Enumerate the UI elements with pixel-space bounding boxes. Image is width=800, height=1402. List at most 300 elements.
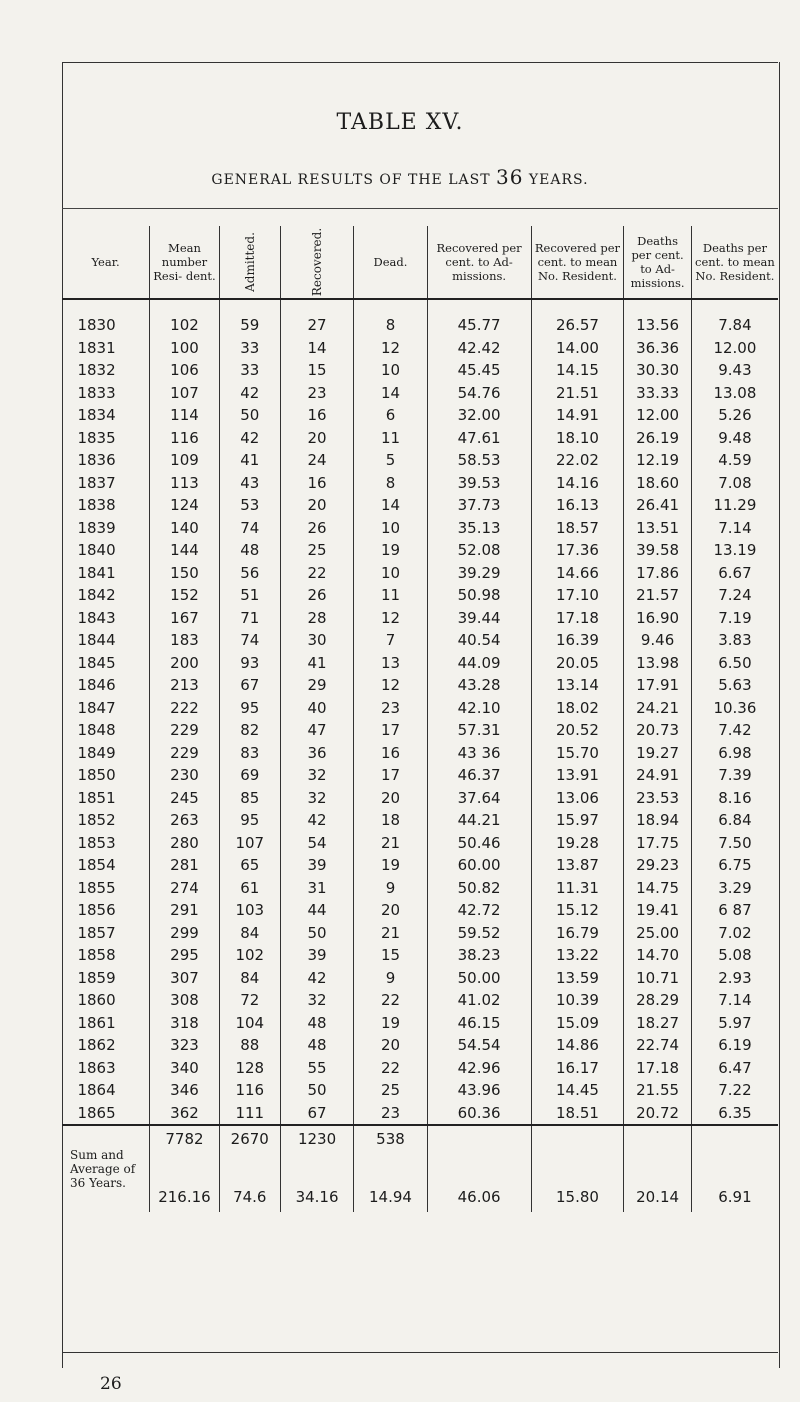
cell-rec-pct-adm: 44.09 — [427, 652, 531, 675]
cell-year: 1836 — [62, 449, 150, 472]
cell-deaths-pct-adm: 22.74 — [624, 1034, 692, 1057]
table-row — [62, 989, 778, 1012]
title-rule — [62, 208, 778, 209]
cell-admitted: 71 — [219, 607, 280, 630]
cell-rec-pct-adm: 50.00 — [427, 967, 531, 990]
cell-dead: 23 — [354, 697, 427, 720]
table-row — [62, 517, 778, 540]
cell-deaths-pct-res: 3.29 — [718, 878, 752, 897]
table-row — [62, 494, 778, 517]
avg-deaths-pct-res: 6.91 — [718, 1188, 752, 1206]
cell-rec-pct-res: 14.86 — [531, 1034, 624, 1057]
cell-deaths-pct-res: 13.08 — [713, 383, 757, 402]
cell-rec-pct-adm: 45.45 — [427, 359, 531, 382]
cell-mean-resident: 291 — [150, 899, 220, 922]
spacer-row — [62, 299, 778, 314]
cell-rec-pct-res: 13.59 — [531, 967, 624, 990]
cell-rec-pct-res: 18.51 — [531, 1102, 624, 1126]
cell-deaths-pct-adm: 17.18 — [624, 1057, 692, 1080]
cell-mean-resident: 100 — [150, 337, 220, 360]
table-row — [62, 427, 778, 450]
cell-deaths-pct-adm: 13.51 — [624, 517, 692, 540]
cell-mean-resident: 144 — [150, 539, 220, 562]
cell-year: 1850 — [62, 764, 150, 787]
cell-rec-pct-res: 20.05 — [531, 652, 624, 675]
cell-mean-resident: 230 — [150, 764, 220, 787]
cell-rec-pct-adm: 35.13 — [427, 517, 531, 540]
cell-deaths-pct-res: 10.36 — [713, 698, 757, 717]
subtitle-prefix: GENERAL RESULTS OF THE LAST — [211, 172, 491, 188]
cell-admitted: 116 — [219, 1079, 280, 1102]
cell-year: 1838 — [62, 494, 150, 517]
cell-year: 1837 — [62, 472, 150, 495]
cell-rec-pct-adm: 45.77 — [427, 314, 531, 337]
cell-rec-pct-adm: 54.54 — [427, 1034, 531, 1057]
table-row — [62, 1102, 778, 1126]
cell-admitted: 33 — [219, 359, 280, 382]
cell-deaths-pct-adm: 17.86 — [624, 562, 692, 585]
cell-dead: 10 — [354, 517, 427, 540]
cell-dead: 21 — [354, 832, 427, 855]
header-deaths-pct-resident: Deaths per cent. to mean No. Resident. — [691, 226, 778, 299]
cell-recovered: 47 — [280, 719, 354, 742]
cell-year: 1846 — [62, 674, 150, 697]
cell-recovered: 22 — [280, 562, 354, 585]
cell-deaths-pct-res: 6.50 — [718, 653, 752, 672]
cell-deaths-pct-adm: 23.53 — [624, 787, 692, 810]
table-row — [62, 584, 778, 607]
avg-dead: 14.94 — [354, 1170, 427, 1212]
cell-dead: 10 — [354, 562, 427, 585]
cell-rec-pct-adm: 50.98 — [427, 584, 531, 607]
cell-dead: 7 — [354, 629, 427, 652]
cell-mean-resident: 109 — [150, 449, 220, 472]
cell-deaths-pct-adm: 19.41 — [624, 899, 692, 922]
cell-mean-resident: 245 — [150, 787, 220, 810]
cell-rec-pct-res: 14.91 — [531, 404, 624, 427]
table-row — [62, 472, 778, 495]
cell-admitted: 111 — [219, 1102, 280, 1126]
cell-dead: 20 — [354, 787, 427, 810]
cell-deaths-pct-adm: 13.56 — [624, 314, 692, 337]
summary-label: Sum and Average of 36 Years. — [62, 1125, 150, 1212]
cell-deaths-pct-res: 11.29 — [713, 496, 757, 515]
cell-admitted: 83 — [219, 742, 280, 765]
cell-mean-resident: 152 — [150, 584, 220, 607]
cell-rec-pct-res: 14.15 — [531, 359, 624, 382]
avg-rec-pct-res: 15.80 — [531, 1170, 624, 1212]
cell-admitted: 82 — [219, 719, 280, 742]
cell-year: 1840 — [62, 539, 150, 562]
cell-dead: 23 — [354, 1102, 427, 1126]
cell-admitted: 69 — [219, 764, 280, 787]
cell-deaths-pct-adm: 39.58 — [624, 539, 692, 562]
cell-recovered: 39 — [280, 944, 354, 967]
avg-deaths-pct-adm: 20.14 — [624, 1170, 692, 1212]
cell-admitted: 104 — [219, 1012, 280, 1035]
table-row — [62, 742, 778, 765]
cell-dead: 17 — [354, 719, 427, 742]
cell-rec-pct-res: 26.57 — [531, 314, 624, 337]
cell-year: 1830 — [62, 314, 150, 337]
cell-rec-pct-res: 19.28 — [531, 832, 624, 855]
cell-deaths-pct-res: 6.98 — [718, 743, 752, 762]
cell-deaths-pct-adm: 19.27 — [624, 742, 692, 765]
cell-rec-pct-adm: 43 36 — [427, 742, 531, 765]
cell-recovered: 42 — [280, 967, 354, 990]
header-recovered: Recovered. — [280, 226, 354, 299]
cell-rec-pct-adm: 42.72 — [427, 899, 531, 922]
cell-deaths-pct-adm: 17.91 — [624, 674, 692, 697]
header-admitted: Admitted. — [219, 226, 280, 299]
cell-rec-pct-res: 13.14 — [531, 674, 624, 697]
cell-deaths-pct-res: 6.47 — [718, 1058, 752, 1077]
cell-rec-pct-res: 18.10 — [531, 427, 624, 450]
cell-mean-resident: 150 — [150, 562, 220, 585]
cell-year: 1860 — [62, 989, 150, 1012]
cell-deaths-pct-adm: 33.33 — [624, 382, 692, 405]
cell-year: 1865 — [62, 1102, 150, 1126]
cell-recovered: 31 — [280, 877, 354, 900]
cell-rec-pct-adm: 50.46 — [427, 832, 531, 855]
cell-deaths-pct-res: 9.48 — [718, 428, 752, 447]
cell-rec-pct-adm: 57.31 — [427, 719, 531, 742]
table-row — [62, 944, 778, 967]
cell-rec-pct-res: 13.06 — [531, 787, 624, 810]
cell-dead: 22 — [354, 989, 427, 1012]
cell-rec-pct-res: 20.52 — [531, 719, 624, 742]
cell-rec-pct-res: 15.97 — [531, 809, 624, 832]
table-row — [62, 1012, 778, 1035]
cell-deaths-pct-res: 9.43 — [718, 361, 752, 380]
cell-deaths-pct-adm: 25.00 — [624, 922, 692, 945]
table-row — [62, 809, 778, 832]
table-row — [62, 877, 778, 900]
cell-dead: 20 — [354, 1034, 427, 1057]
subtitle-suffix: YEARS. — [528, 172, 589, 188]
table-row — [62, 404, 778, 427]
cell-year: 1839 — [62, 517, 150, 540]
header-mean-resident: Mean number Resi- dent. — [150, 226, 220, 299]
cell-deaths-pct-res: 7.50 — [718, 833, 752, 852]
cell-deaths-pct-adm: 26.41 — [624, 494, 692, 517]
cell-year: 1863 — [62, 1057, 150, 1080]
cell-admitted: 42 — [219, 427, 280, 450]
cell-admitted: 102 — [219, 944, 280, 967]
cell-admitted: 74 — [219, 629, 280, 652]
cell-mean-resident: 140 — [150, 517, 220, 540]
cell-deaths-pct-res: 7.14 — [718, 991, 752, 1010]
cell-admitted: 85 — [219, 787, 280, 810]
cell-admitted: 61 — [219, 877, 280, 900]
sum-row — [62, 1125, 778, 1170]
cell-dead: 15 — [354, 944, 427, 967]
cell-mean-resident: 263 — [150, 809, 220, 832]
cell-deaths-pct-res: 7.08 — [718, 473, 752, 492]
cell-deaths-pct-res: 13.19 — [713, 541, 757, 560]
cell-year: 1857 — [62, 922, 150, 945]
cell-dead: 12 — [354, 337, 427, 360]
cell-deaths-pct-adm: 26.19 — [624, 427, 692, 450]
cell-admitted: 43 — [219, 472, 280, 495]
cell-rec-pct-res: 16.79 — [531, 922, 624, 945]
table-subtitle — [0, 165, 800, 189]
cell-rec-pct-adm: 50.82 — [427, 877, 531, 900]
cell-dead: 5 — [354, 449, 427, 472]
cell-rec-pct-res: 14.16 — [531, 472, 624, 495]
cell-rec-pct-adm: 43.28 — [427, 674, 531, 697]
cell-mean-resident: 274 — [150, 877, 220, 900]
cell-recovered: 40 — [280, 697, 354, 720]
cell-rec-pct-adm: 32.00 — [427, 404, 531, 427]
subtitle-number: 36 — [496, 165, 524, 189]
cell-mean-resident: 346 — [150, 1079, 220, 1102]
cell-dead: 21 — [354, 922, 427, 945]
cell-dead: 6 — [354, 404, 427, 427]
cell-recovered: 26 — [280, 584, 354, 607]
cell-recovered: 28 — [280, 607, 354, 630]
cell-dead: 8 — [354, 314, 427, 337]
cell-rec-pct-res: 10.39 — [531, 989, 624, 1012]
cell-deaths-pct-adm: 9.46 — [624, 629, 692, 652]
cell-rec-pct-res: 13.22 — [531, 944, 624, 967]
cell-deaths-pct-adm: 14.75 — [624, 877, 692, 900]
cell-deaths-pct-res: 4.59 — [718, 451, 752, 470]
cell-deaths-pct-res: 8.16 — [718, 788, 752, 807]
cell-rec-pct-adm: 44.21 — [427, 809, 531, 832]
cell-recovered: 27 — [280, 314, 354, 337]
cell-recovered: 32 — [280, 989, 354, 1012]
table-row — [62, 899, 778, 922]
header-recovered-pct-resident: Recovered per cent. to mean No. Resident. — [531, 226, 624, 299]
cell-recovered: 50 — [280, 1079, 354, 1102]
cell-recovered: 20 — [280, 494, 354, 517]
cell-rec-pct-adm: 46.15 — [427, 1012, 531, 1035]
cell-mean-resident: 340 — [150, 1057, 220, 1080]
cell-dead: 25 — [354, 1079, 427, 1102]
cell-rec-pct-adm: 52.08 — [427, 539, 531, 562]
table-row — [62, 697, 778, 720]
cell-mean-resident: 308 — [150, 989, 220, 1012]
cell-deaths-pct-adm: 16.90 — [624, 607, 692, 630]
table-row — [62, 359, 778, 382]
sum-mean: 7782 — [150, 1125, 220, 1170]
cell-rec-pct-res: 18.57 — [531, 517, 624, 540]
cell-deaths-pct-adm: 18.94 — [624, 809, 692, 832]
cell-admitted: 88 — [219, 1034, 280, 1057]
cell-mean-resident: 318 — [150, 1012, 220, 1035]
cell-rec-pct-adm: 59.52 — [427, 922, 531, 945]
cell-deaths-pct-res: 6.84 — [718, 811, 752, 830]
cell-rec-pct-res: 11.31 — [531, 877, 624, 900]
cell-recovered: 15 — [280, 359, 354, 382]
cell-recovered: 50 — [280, 922, 354, 945]
cell-dead: 12 — [354, 674, 427, 697]
cell-rec-pct-adm: 60.00 — [427, 854, 531, 877]
cell-deaths-pct-adm: 24.21 — [624, 697, 692, 720]
cell-year: 1855 — [62, 877, 150, 900]
cell-recovered: 24 — [280, 449, 354, 472]
cell-mean-resident: 167 — [150, 607, 220, 630]
cell-mean-resident: 280 — [150, 832, 220, 855]
table-row — [62, 314, 778, 337]
cell-rec-pct-res: 14.00 — [531, 337, 624, 360]
cell-year: 1856 — [62, 899, 150, 922]
cell-deaths-pct-adm: 30.30 — [624, 359, 692, 382]
cell-dead: 14 — [354, 382, 427, 405]
summary-body — [62, 1125, 778, 1212]
cell-dead: 17 — [354, 764, 427, 787]
table-row — [62, 337, 778, 360]
cell-deaths-pct-res: 5.63 — [718, 676, 752, 695]
cell-recovered: 25 — [280, 539, 354, 562]
sum-admitted: 2670 — [219, 1125, 280, 1170]
cell-recovered: 23 — [280, 382, 354, 405]
cell-year: 1845 — [62, 652, 150, 675]
cell-deaths-pct-adm: 18.27 — [624, 1012, 692, 1035]
cell-rec-pct-res: 18.02 — [531, 697, 624, 720]
cell-recovered: 14 — [280, 337, 354, 360]
cell-deaths-pct-res: 5.97 — [718, 1013, 752, 1032]
cell-mean-resident: 113 — [150, 472, 220, 495]
cell-rec-pct-res: 22.02 — [531, 449, 624, 472]
average-row — [62, 1170, 778, 1212]
cell-mean-resident: 183 — [150, 629, 220, 652]
cell-year: 1848 — [62, 719, 150, 742]
cell-admitted: 59 — [219, 314, 280, 337]
table-row — [62, 607, 778, 630]
cell-admitted: 72 — [219, 989, 280, 1012]
cell-admitted: 84 — [219, 967, 280, 990]
cell-rec-pct-res: 15.70 — [531, 742, 624, 765]
cell-admitted: 51 — [219, 584, 280, 607]
cell-deaths-pct-res: 5.08 — [718, 946, 752, 965]
cell-deaths-pct-adm: 20.73 — [624, 719, 692, 742]
cell-deaths-pct-adm: 36.36 — [624, 337, 692, 360]
cell-year: 1831 — [62, 337, 150, 360]
frame-top-rule — [62, 62, 778, 63]
cell-rec-pct-adm: 58.53 — [427, 449, 531, 472]
cell-dead: 18 — [354, 809, 427, 832]
avg-admitted: 74.6 — [219, 1170, 280, 1212]
cell-deaths-pct-adm: 14.70 — [624, 944, 692, 967]
cell-year: 1847 — [62, 697, 150, 720]
cell-rec-pct-res: 13.87 — [531, 854, 624, 877]
cell-rec-pct-adm: 38.23 — [427, 944, 531, 967]
table-row — [62, 1057, 778, 1080]
cell-deaths-pct-adm: 21.57 — [624, 584, 692, 607]
header-row — [62, 226, 778, 299]
cell-mean-resident: 362 — [150, 1102, 220, 1126]
cell-deaths-pct-res: 7.84 — [718, 316, 752, 335]
cell-dead: 16 — [354, 742, 427, 765]
cell-year: 1851 — [62, 787, 150, 810]
cell-deaths-pct-adm: 10.71 — [624, 967, 692, 990]
cell-rec-pct-res: 21.51 — [531, 382, 624, 405]
table-row — [62, 449, 778, 472]
cell-year: 1852 — [62, 809, 150, 832]
cell-year: 1841 — [62, 562, 150, 585]
cell-rec-pct-adm: 39.53 — [427, 472, 531, 495]
page-number: 26 — [100, 1374, 122, 1394]
cell-recovered: 26 — [280, 517, 354, 540]
cell-admitted: 95 — [219, 809, 280, 832]
cell-dead: 14 — [354, 494, 427, 517]
header-deaths-pct-admissions: Deaths per cent. to Ad- missions. — [624, 226, 692, 299]
cell-dead: 9 — [354, 877, 427, 900]
table-title: TABLE XV. — [336, 110, 464, 135]
cell-rec-pct-res: 17.18 — [531, 607, 624, 630]
cell-admitted: 67 — [219, 674, 280, 697]
cell-recovered: 54 — [280, 832, 354, 855]
cell-recovered: 16 — [280, 404, 354, 427]
table-row — [62, 764, 778, 787]
cell-mean-resident: 222 — [150, 697, 220, 720]
cell-rec-pct-res: 16.17 — [531, 1057, 624, 1080]
cell-mean-resident: 213 — [150, 674, 220, 697]
results-table — [62, 226, 778, 1212]
header-dead: Dead. — [354, 226, 427, 299]
cell-rec-pct-res: 17.36 — [531, 539, 624, 562]
cell-dead: 11 — [354, 584, 427, 607]
cell-dead: 11 — [354, 427, 427, 450]
cell-rec-pct-res: 15.12 — [531, 899, 624, 922]
cell-admitted: 107 — [219, 832, 280, 855]
table-row — [62, 922, 778, 945]
cell-mean-resident: 229 — [150, 719, 220, 742]
cell-rec-pct-adm: 41.02 — [427, 989, 531, 1012]
cell-deaths-pct-adm: 17.75 — [624, 832, 692, 855]
table-row — [62, 832, 778, 855]
cell-rec-pct-adm: 47.61 — [427, 427, 531, 450]
cell-year: 1849 — [62, 742, 150, 765]
cell-mean-resident: 116 — [150, 427, 220, 450]
cell-deaths-pct-res: 7.19 — [718, 608, 752, 627]
cell-deaths-pct-res: 7.14 — [718, 518, 752, 537]
header-year: Year. — [62, 226, 150, 299]
cell-rec-pct-adm: 40.54 — [427, 629, 531, 652]
table-row — [62, 652, 778, 675]
cell-deaths-pct-res: 7.39 — [718, 766, 752, 785]
sum-dead: 538 — [354, 1125, 427, 1170]
cell-deaths-pct-res: 7.24 — [718, 586, 752, 605]
cell-dead: 13 — [354, 652, 427, 675]
cell-recovered: 44 — [280, 899, 354, 922]
cell-deaths-pct-res: 12.00 — [713, 338, 757, 357]
cell-year: 1832 — [62, 359, 150, 382]
avg-recovered: 34.16 — [280, 1170, 354, 1212]
cell-rec-pct-adm: 42.96 — [427, 1057, 531, 1080]
cell-recovered: 36 — [280, 742, 354, 765]
cell-mean-resident: 200 — [150, 652, 220, 675]
cell-year: 1859 — [62, 967, 150, 990]
cell-rec-pct-adm: 43.96 — [427, 1079, 531, 1102]
cell-admitted: 48 — [219, 539, 280, 562]
cell-admitted: 41 — [219, 449, 280, 472]
header-recovered-pct-admissions: Recovered per cent. to Ad- missions. — [427, 226, 531, 299]
cell-recovered: 29 — [280, 674, 354, 697]
cell-admitted: 93 — [219, 652, 280, 675]
cell-year: 1858 — [62, 944, 150, 967]
cell-admitted: 74 — [219, 517, 280, 540]
cell-year: 1843 — [62, 607, 150, 630]
cell-rec-pct-adm: 54.76 — [427, 382, 531, 405]
cell-rec-pct-adm: 39.44 — [427, 607, 531, 630]
cell-recovered: 32 — [280, 787, 354, 810]
table-row — [62, 562, 778, 585]
cell-recovered: 20 — [280, 427, 354, 450]
cell-year: 1864 — [62, 1079, 150, 1102]
